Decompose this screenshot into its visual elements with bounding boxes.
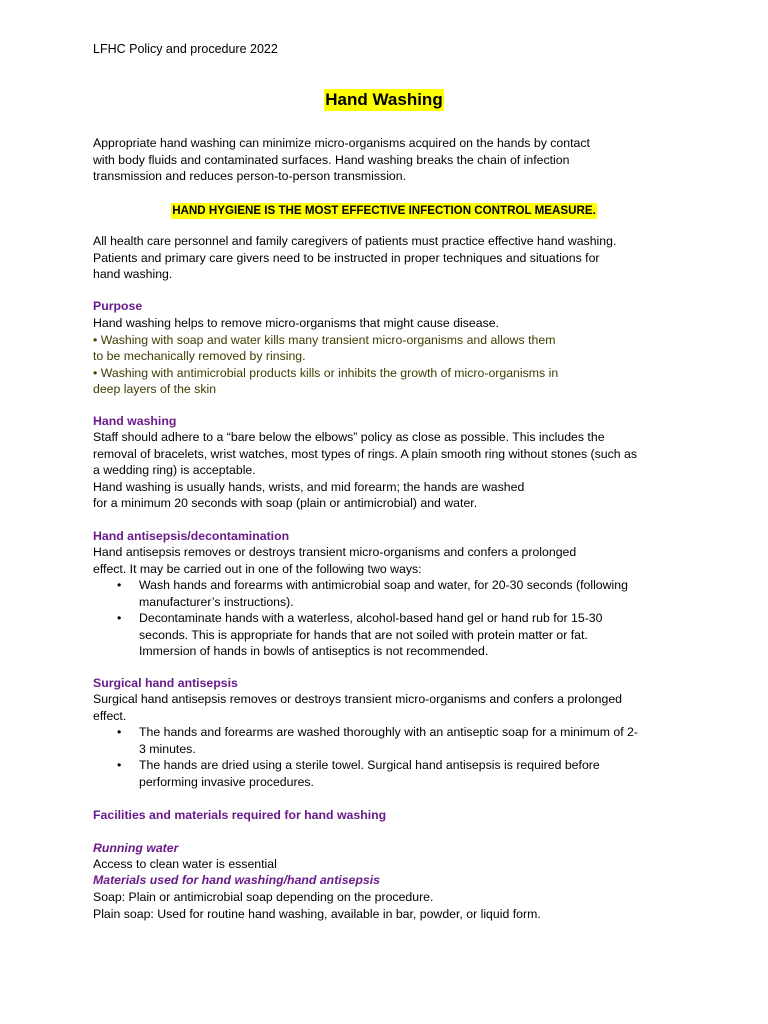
surgical-line: effect.	[93, 708, 127, 723]
list-item-line: The hands are dried using a sterile towel. Surgical hand antisepsis is required before	[139, 758, 600, 773]
running-water-line: Access to clean water is essential	[93, 857, 277, 871]
surgical-line: Surgical hand antisepsis removes or destroys transient micro-organisms and confers a prolonged	[93, 692, 623, 706]
hand-washing-line: for a minimum 20 seconds with soap (plain or antimicrobial) and water.	[93, 496, 478, 511]
purpose-bullet-line: deep layers of the skin	[93, 382, 217, 397]
hand-washing-paragraph	[93, 429, 683, 512]
purpose-bullet-line: to be mechanically removed by rinsing.	[93, 349, 306, 364]
intro-paragraph	[93, 135, 683, 185]
antisepsis-bullet-list	[93, 577, 683, 660]
bullet-marker: •	[117, 611, 122, 626]
hand-washing-line: Staff should adhere to a “bare below the elbows” policy as close as possible. This includes the	[93, 430, 605, 444]
list-item-line: Wash hands and forearms with antimicrobial soap and water, for 20-30 seconds (following	[139, 578, 628, 592]
list-item-line: 3 minutes.	[139, 741, 196, 756]
personnel-line: Patients and primary care givers need to be instructed in proper techniques and situations for	[93, 250, 600, 265]
list-item	[93, 610, 683, 660]
running-water-heading: Running water	[93, 841, 179, 855]
hand-washing-heading: Hand washing	[93, 414, 177, 428]
highlight-container	[0, 201, 768, 219]
surgical-paragraph	[93, 691, 683, 724]
list-item-line: The hands and forearms are washed thoroughly with an antiseptic soap for a minimum of 2-	[139, 725, 638, 739]
list-item-line: performing invasive procedures.	[139, 774, 314, 789]
antisepsis-heading: Hand antisepsis/decontamination	[93, 529, 290, 543]
bullet-marker: •	[117, 725, 122, 739]
antisepsis-line: Hand antisepsis removes or destroys transient micro-organisms and confers a prolonged	[93, 545, 577, 559]
key-message-highlight: HAND HYGIENE IS THE MOST EFFECTIVE INFECTION CONTROL MEASURE.	[172, 204, 596, 217]
personnel-paragraph	[93, 233, 683, 283]
list-item	[93, 724, 683, 757]
running-water-paragraph	[93, 856, 683, 873]
intro-line: with body fluids and contaminated surfaces. Hand washing breaks the chain of infection	[93, 152, 570, 167]
intro-line: Appropriate hand washing can minimize micro-organisms acquired on the hands by contact	[93, 136, 590, 150]
personnel-line: hand washing.	[93, 267, 173, 282]
purpose-bullet-line: • Washing with antimicrobial products kills or inhibits the growth of micro-organisms in	[93, 365, 559, 380]
purpose-paragraph	[93, 315, 683, 398]
list-item	[93, 577, 683, 610]
intro-line: transmission and reduces person-to-person transmission.	[93, 169, 407, 184]
surgical-bullet-list	[93, 724, 683, 790]
antisepsis-line: effect. It may be carried out in one of the following two ways:	[93, 561, 422, 576]
facilities-heading: Facilities and materials required for hand washing	[93, 808, 387, 822]
materials-heading: Materials used for hand washing/hand antisepsis	[93, 873, 380, 887]
hand-washing-line: a wedding ring) is acceptable.	[93, 463, 256, 478]
purpose-heading: Purpose	[93, 299, 143, 313]
purpose-line: Hand washing helps to remove micro-organisms that might cause disease.	[93, 316, 499, 330]
materials-paragraph	[93, 889, 683, 922]
purpose-bullet-line: • Washing with soap and water kills many transient micro-organisms and allows them	[93, 332, 556, 347]
list-item-line: seconds. This is appropriate for hands that are not soiled with protein matter or fat.	[139, 627, 588, 642]
antisepsis-paragraph	[93, 544, 683, 577]
hand-washing-line: removal of bracelets, wrist watches, most types of rings. A plain smooth ring without stones (such as	[93, 446, 638, 461]
personnel-line: All health care personnel and family caregivers of patients must practice effective hand washing.	[93, 234, 617, 248]
materials-line: Plain soap: Used for routine hand washing, available in bar, powder, or liquid form.	[93, 906, 541, 921]
document-title: Hand Washing	[325, 90, 443, 109]
list-item-line: Immersion of hands in bowls of antiseptics is not recommended.	[139, 644, 489, 659]
document-header: LFHC Policy and procedure 2022	[93, 42, 278, 56]
list-item-line: Decontaminate hands with a waterless, alcohol-based hand gel or hand rub for 15-30	[139, 611, 603, 626]
list-item-line: manufacturer’s instructions).	[139, 594, 294, 609]
title-container	[0, 89, 768, 111]
surgical-heading: Surgical hand antisepsis	[93, 676, 238, 690]
materials-line: Soap: Plain or antimicrobial soap depending on the procedure.	[93, 890, 434, 904]
list-item	[93, 757, 683, 790]
hand-washing-line: Hand washing is usually hands, wrists, and mid forearm; the hands are washed	[93, 479, 525, 494]
bullet-marker: •	[117, 758, 122, 773]
bullet-marker: •	[117, 578, 122, 592]
